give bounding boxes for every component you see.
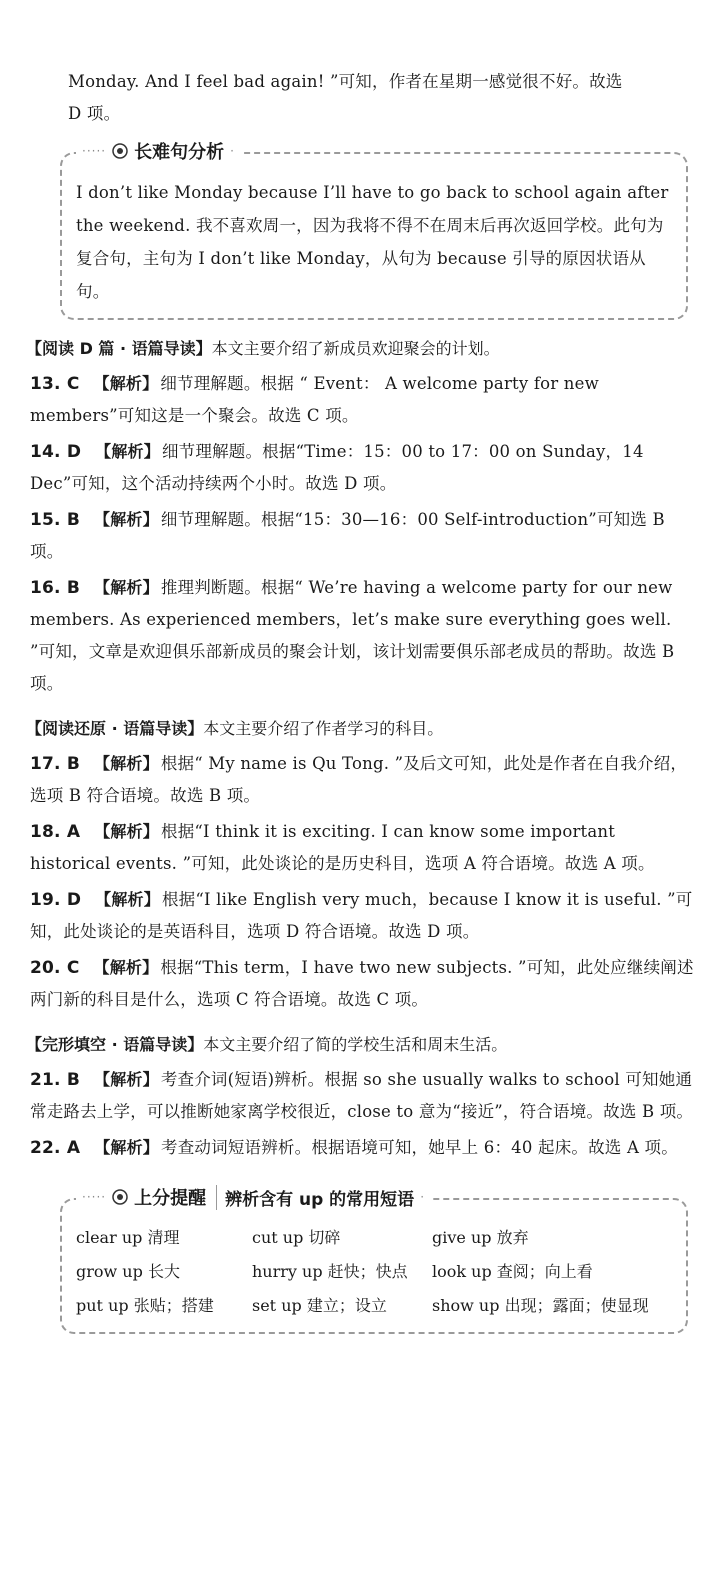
analysis-tag: 【解析】 [94,754,159,773]
analysis-text: 根据“I like English very much，because I know it is useful. ”可知，此处谈论的是英语科目，选项 D 符合语境。故选 D 项。 [30,890,693,941]
analysis-tag: 【解析】 [94,822,160,841]
tip-box [60,1188,688,1334]
target-icon [112,143,128,159]
analysis-text: 推理判断题。根据“ We’re having a welcome party for our new members. As experienced members，let’s make sure everything goes well. ”可知，文章是欢迎俱乐部新成员的聚会计划，该计划需要俱乐部老成员的帮助。故选 B 项。 [30,578,675,693]
phrase-entry: look up 查阅；向上看 [432,1262,593,1281]
answer-number: 17. B [30,754,80,774]
answer-section [26,1030,700,1164]
analysis-text: 根据“This term，I have two new subjects. ”可知，此处应继续阐述两门新的科目是什么，选项 C 符合语境。故选 C 项。 [30,958,694,1009]
answer-number: 21. B [30,1070,80,1090]
long-sentence-box [60,142,688,320]
answer-item [30,1064,700,1128]
answer-number: 14. D [30,442,82,462]
answer-number: 22. A [30,1138,81,1158]
section-header-text: 本文主要介绍了简的学校生活和周末生活。 [203,1035,508,1054]
answer-item [30,816,700,880]
dot-leader: ····· [82,144,107,158]
section-header-text: 本文主要介绍了新成员欢迎聚会的计划。 [211,339,500,358]
long-sentence-text: I don’t like Monday because I’ll have to go back to school again after the weekend. 我不喜欢周一，因为我将不得不在周末后再次返回学校。此句为复合句，主句为 I don’t like Monday，从句为 because 引导的原因状语从句。 [76,183,669,301]
long-sentence-title-bar [76,138,241,164]
answer-item [30,436,700,500]
section-header [26,1030,700,1060]
answer-section [26,714,700,1016]
answer-item [30,504,700,568]
section-header [26,714,700,744]
target-icon [112,1189,128,1205]
analysis-tag: 【解析】 [94,578,159,597]
intro-paragraph [68,0,700,130]
section-header-text: 本文主要介绍了作者学习的科目。 [203,719,444,738]
analysis-tag: 【解析】 [93,958,159,977]
phrase-entry: cut up 切碎 [252,1228,341,1247]
phrase-entry: put up 张贴；搭建 [76,1296,214,1315]
answer-item [30,1132,700,1164]
answer-number: 19. D [30,890,82,910]
answer-item [30,368,700,432]
analysis-text: 根据“ My name is Qu Tong. ”及后文可知，此处是作者在自我介绍，选项 B 符合语境。故选 B 项。 [30,754,688,805]
answer-sections [26,334,700,1164]
answer-number: 16. B [30,578,80,598]
phrase-entry: hurry up 赶快；快点 [252,1262,408,1281]
analysis-tag: 【解析】 [93,374,159,393]
phrase-entry: show up 出现；露面；使显现 [432,1296,649,1315]
analysis-tag: 【解析】 [95,890,160,909]
intro-line-1: Monday. And I feel bad again! ”可知，作者在星期一感觉很不好。故选 [68,72,623,91]
answer-number: 20. C [30,958,80,978]
analysis-text: 细节理解题。根据“Time：15：00 to 17：00 on Sunday，14 Dec”可知，这个活动持续两个小时。故选 D 项。 [30,442,644,493]
tip-title: 上分提醒 [134,1188,207,1209]
dot-leader: · [420,1190,426,1204]
phrase-entry: grow up 长大 [76,1262,180,1281]
answer-section [26,334,700,700]
answer-item [30,884,700,948]
section-header-tag: 【阅读还原 · 语篇导读】 [26,719,204,738]
answer-number: 15. B [30,510,80,530]
long-sentence-title: 长难句分析 [134,142,225,163]
analysis-tag: 【解析】 [95,442,160,461]
section-header-tag: 【完形填空 · 语篇导读】 [26,1035,204,1054]
answer-number: 13. C [30,374,80,394]
tip-title-bar [76,1184,431,1210]
phrase-entry: give up 放弃 [432,1228,529,1247]
analysis-tag: 【解析】 [94,510,159,529]
phrase-entry: clear up 清理 [76,1228,180,1247]
answer-item [30,748,700,812]
analysis-text: 考查介词(短语)辨析。根据 so she usually walks to school 可知她通常走路去上学，可以推断她家离学校很近，close to 意为“接近”，符合语境。故选 B 项。 [30,1070,694,1121]
answer-item [30,952,700,1016]
intro-line-2: D 项。 [68,104,121,123]
analysis-text: 考查动词短语辨析。根据语境可知，她早上 6：40 起床。故选 A 项。 [161,1138,678,1157]
phrase-grid [76,1222,672,1322]
section-header-tag: 【阅读 D 篇 · 语篇导读】 [26,339,212,358]
section-header [26,334,700,364]
dot-leader: · [230,144,235,158]
tip-subtitle: 辨析含有 up 的常用短语 [216,1185,414,1210]
answer-number: 18. A [30,822,81,842]
dot-leader: ····· [82,1190,107,1204]
answer-item [30,572,700,700]
analysis-text: 细节理解题。根据“15：30—16：00 Self-introduction”可知选 B 项。 [30,510,665,561]
analysis-text: 细节理解题。根据 “ Event： A welcome party for new members”可知这是一个聚会。故选 C 项。 [30,374,599,425]
phrase-entry: set up 建立；设立 [252,1296,387,1315]
analysis-tag: 【解析】 [94,1070,159,1089]
analysis-tag: 【解析】 [94,1138,160,1157]
analysis-text: 根据“I think it is exciting. I can know some important historical events. ”可知，此处谈论的是历史科目，选项 A 符合语境。故选 A 项。 [30,822,655,873]
